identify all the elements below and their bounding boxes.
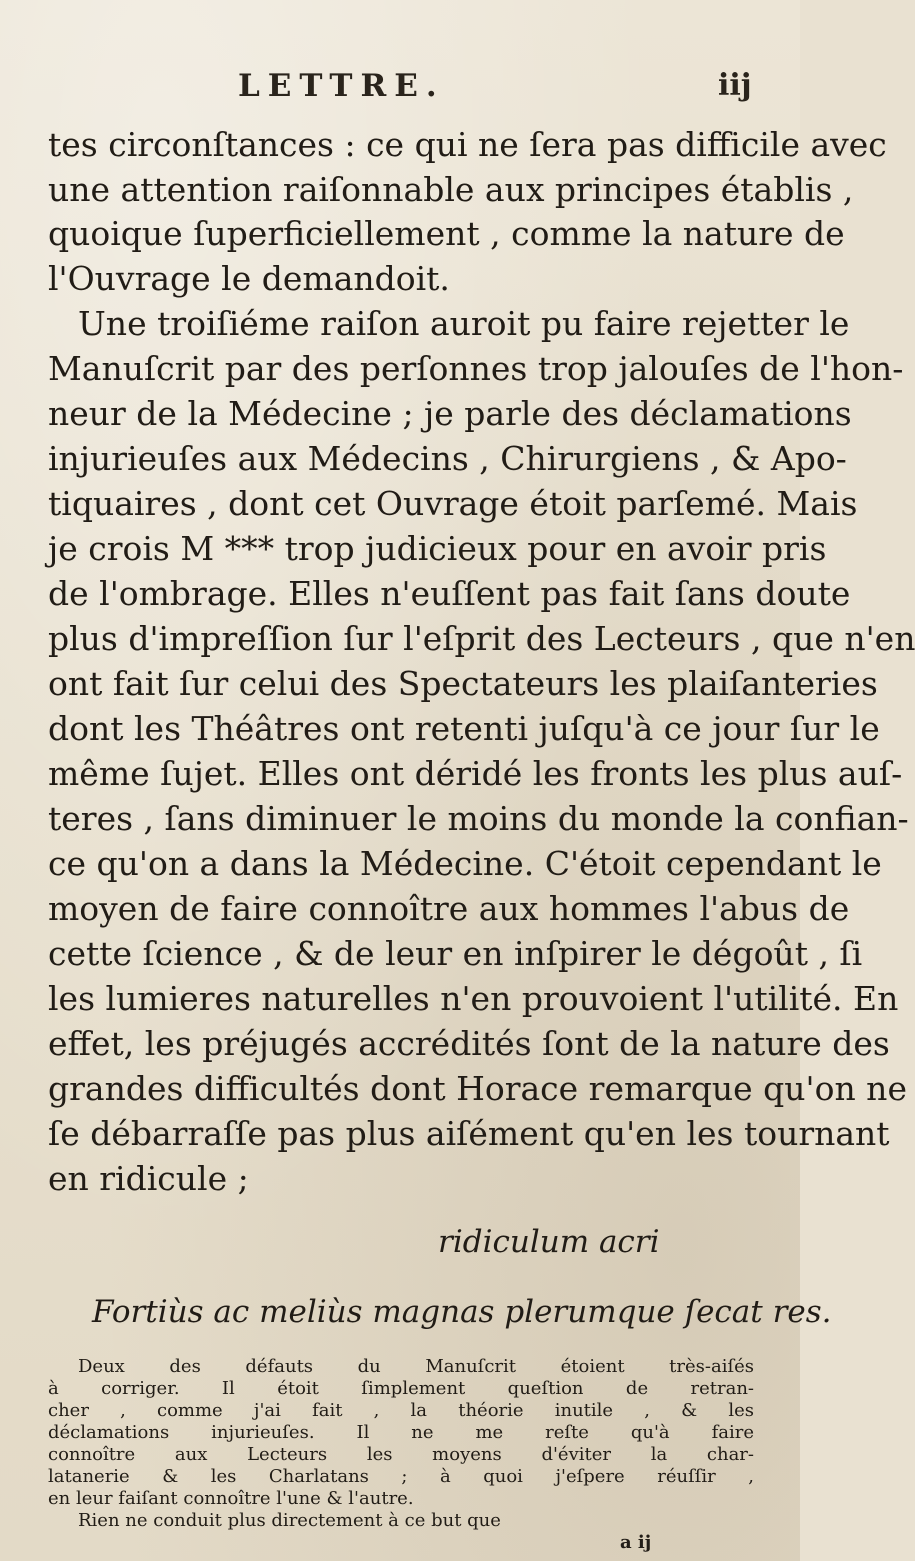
catchword: a ij: [620, 1532, 652, 1553]
text-line: dont les Théâtres ont retenti juſqu'à ce jour ſur le: [48, 709, 880, 748]
text-line: Deux des défauts du Manuſcrit étoient très-aiſés: [78, 1356, 754, 1377]
page-header: [0, 68, 800, 114]
text-line: Une troiſiéme raiſon auroit pu faire rejetter le: [78, 304, 850, 343]
text-line: en leur faiſant connoître l'une & l'autre.: [48, 1488, 414, 1509]
latin-quote-line: Fortiùs ac meliùs magnas plerumque ſecat res.: [92, 1294, 832, 1330]
text-line: neur de la Médecine ; je parle des déclamations: [48, 394, 852, 433]
text-line: effet, les préjugés accrédités ſont de la nature des: [48, 1024, 890, 1063]
text-line: en ridicule ;: [48, 1159, 249, 1198]
running-title: LETTRE.: [238, 68, 445, 104]
text-line: à corriger. Il étoit ſimplement queſtion de retran-: [48, 1378, 754, 1399]
text-line: plus d'impreſſion ſur l'eſprit des Lecteurs , que n'en: [48, 619, 915, 658]
text-line: moyen de faire connoître aux hommes l'abus de: [48, 889, 850, 928]
text-line: tes circonſtances : ce qui ne ſera pas difficile avec: [48, 125, 887, 164]
text-line: ce qu'on a dans la Médecine. C'étoit cependant le: [48, 844, 882, 883]
text-line: Manuſcrit par des perſonnes trop jalouſes de l'hon-: [48, 349, 904, 388]
text-line: même ſujet. Elles ont déridé les fronts les plus auſ-: [48, 754, 903, 793]
page-number: iij: [718, 68, 752, 103]
text-line: teres , ſans diminuer le moins du monde la confian-: [48, 799, 909, 838]
text-line: ſe débarraſſe pas plus aiſément qu'en les tournant: [48, 1114, 890, 1153]
text-line: cette ſcience , & de leur en inſpirer le dégoût , ſi: [48, 934, 863, 973]
text-line: de l'ombrage. Elles n'euſſent pas fait ſans doute: [48, 574, 851, 613]
text-line: ont fait ſur celui des Spectateurs les plaiſanteries: [48, 664, 878, 703]
text-line: injurieuſes aux Médecins , Chirurgiens , & Apo-: [48, 439, 847, 478]
text-line: une attention raiſonnable aux principes établis ,: [48, 170, 854, 209]
text-line: cher , comme j'ai fait , la théorie inutile , & les: [48, 1400, 754, 1421]
text-line: quoique ſuperficiellement , comme la nature de: [48, 214, 845, 253]
text-line: connoître aux Lecteurs les moyens d'éviter la char-: [48, 1444, 754, 1465]
text-line: déclamations injurieuſes. Il ne me reſte qu'à faire: [48, 1422, 754, 1443]
text-line: je crois M *** trop judicieux pour en avoir pris: [48, 529, 827, 568]
text-line: latanerie & les Charlatans ; à quoi j'eſpere réuſſir ,: [48, 1466, 754, 1487]
text-line: les lumieres naturelles n'en prouvoient l'utilité. En: [48, 979, 899, 1018]
latin-quote-line: ridiculum acri: [438, 1224, 660, 1260]
text-line: l'Ouvrage le demandoit.: [48, 259, 450, 298]
text-line: tiquaires , dont cet Ouvrage étoit parſemé. Mais: [48, 484, 858, 523]
text-line: grandes difficultés dont Horace remarque qu'on ne: [48, 1069, 907, 1108]
text-line: Rien ne conduit plus directement à ce but que: [78, 1510, 501, 1531]
